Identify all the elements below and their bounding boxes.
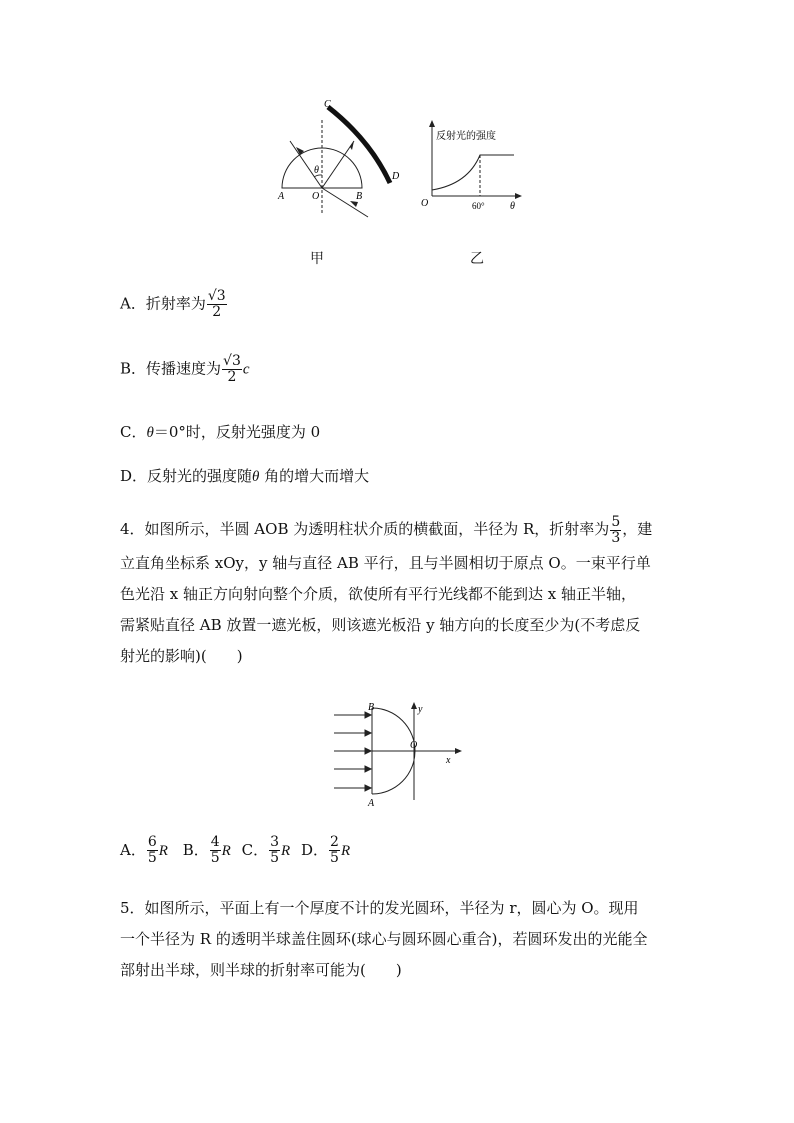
label-b: B	[368, 702, 375, 713]
parallel-rays	[334, 712, 371, 791]
ylabel: 反射光的强度	[436, 131, 496, 142]
q4-option-c: C． $\frac{3}{5}$ R	[241, 834, 291, 866]
y-axis-arrow	[429, 120, 435, 127]
q4-option-a: A． $\frac{6}{5}$ R	[120, 834, 168, 866]
label-o: O	[312, 191, 320, 202]
caption-yi: 乙	[470, 251, 484, 267]
label-theta: θ	[314, 165, 319, 176]
q4-option-b: B． $\frac{4}{5}$ R	[182, 834, 231, 866]
figure-yi	[418, 118, 528, 218]
label-c: C	[324, 99, 331, 110]
q3-option-d: D．反射光的强度随θ 角的增大而增大	[120, 467, 370, 485]
fraction: $\frac{√3}{2}$	[207, 288, 226, 320]
label-a: A	[278, 191, 285, 202]
label-b: B	[356, 191, 363, 202]
figure-q4	[330, 700, 465, 810]
fraction: $\frac{5}{3}$	[611, 513, 621, 546]
label-y: y	[418, 704, 423, 715]
question-4: 4．如图所示，半圆 AOB 为透明柱状介质的横截面，半径为 R，折射率为 $\frac{5}{3}$ ，建 立直角坐标系 xOy，y 轴与直径 AB 平行，且与半圆相切于原点 O。一束平行单 色光沿 x 轴正方向射向整个介质，欲使所有平行光线都不能到达 x 轴正半轴， 需紧贴直径 AB 放置一遮光板，则该遮光板沿 y 轴方向的长度至少为(不考虑反 射光的影响)( )	[120, 513, 653, 665]
intensity-curve	[432, 155, 514, 190]
q3-option-b: B．传播速度为 $\frac{√3}{2}$ c	[120, 353, 250, 385]
q3-option-a: A．折射率为 $\frac{√3}{2}$	[120, 288, 226, 320]
x-axis-arrow	[455, 748, 462, 754]
label-a: A	[368, 798, 375, 809]
caption-jia: 甲	[310, 251, 324, 267]
tick-60: 60°	[472, 201, 485, 211]
q3-option-c: C．θ＝0°时，反射光强度为 0	[120, 423, 321, 441]
xlabel: θ	[510, 201, 515, 212]
q4-options	[120, 835, 350, 866]
q4-option-d: D． $\frac{2}{5}$ R	[300, 834, 351, 866]
label-d: D	[392, 171, 400, 182]
x-axis-arrow	[515, 193, 522, 199]
question-5: 5．如图所示，平面上有一个厚度不计的发光圆环，半径为 r，圆心为 O。现用 一个半径为 R 的透明半球盖住圆环(球心与圆环圆心重合)，若圆环发出的光能全 部射出半球，则半球的折射率可能为( )	[120, 899, 648, 979]
label-o: O	[410, 740, 418, 751]
y-axis-arrow	[411, 702, 417, 709]
origin-label: O	[421, 198, 429, 209]
fraction: $\frac{√3}{2}$	[223, 353, 241, 385]
label-x: x	[446, 755, 451, 766]
figure-jia	[270, 95, 410, 220]
